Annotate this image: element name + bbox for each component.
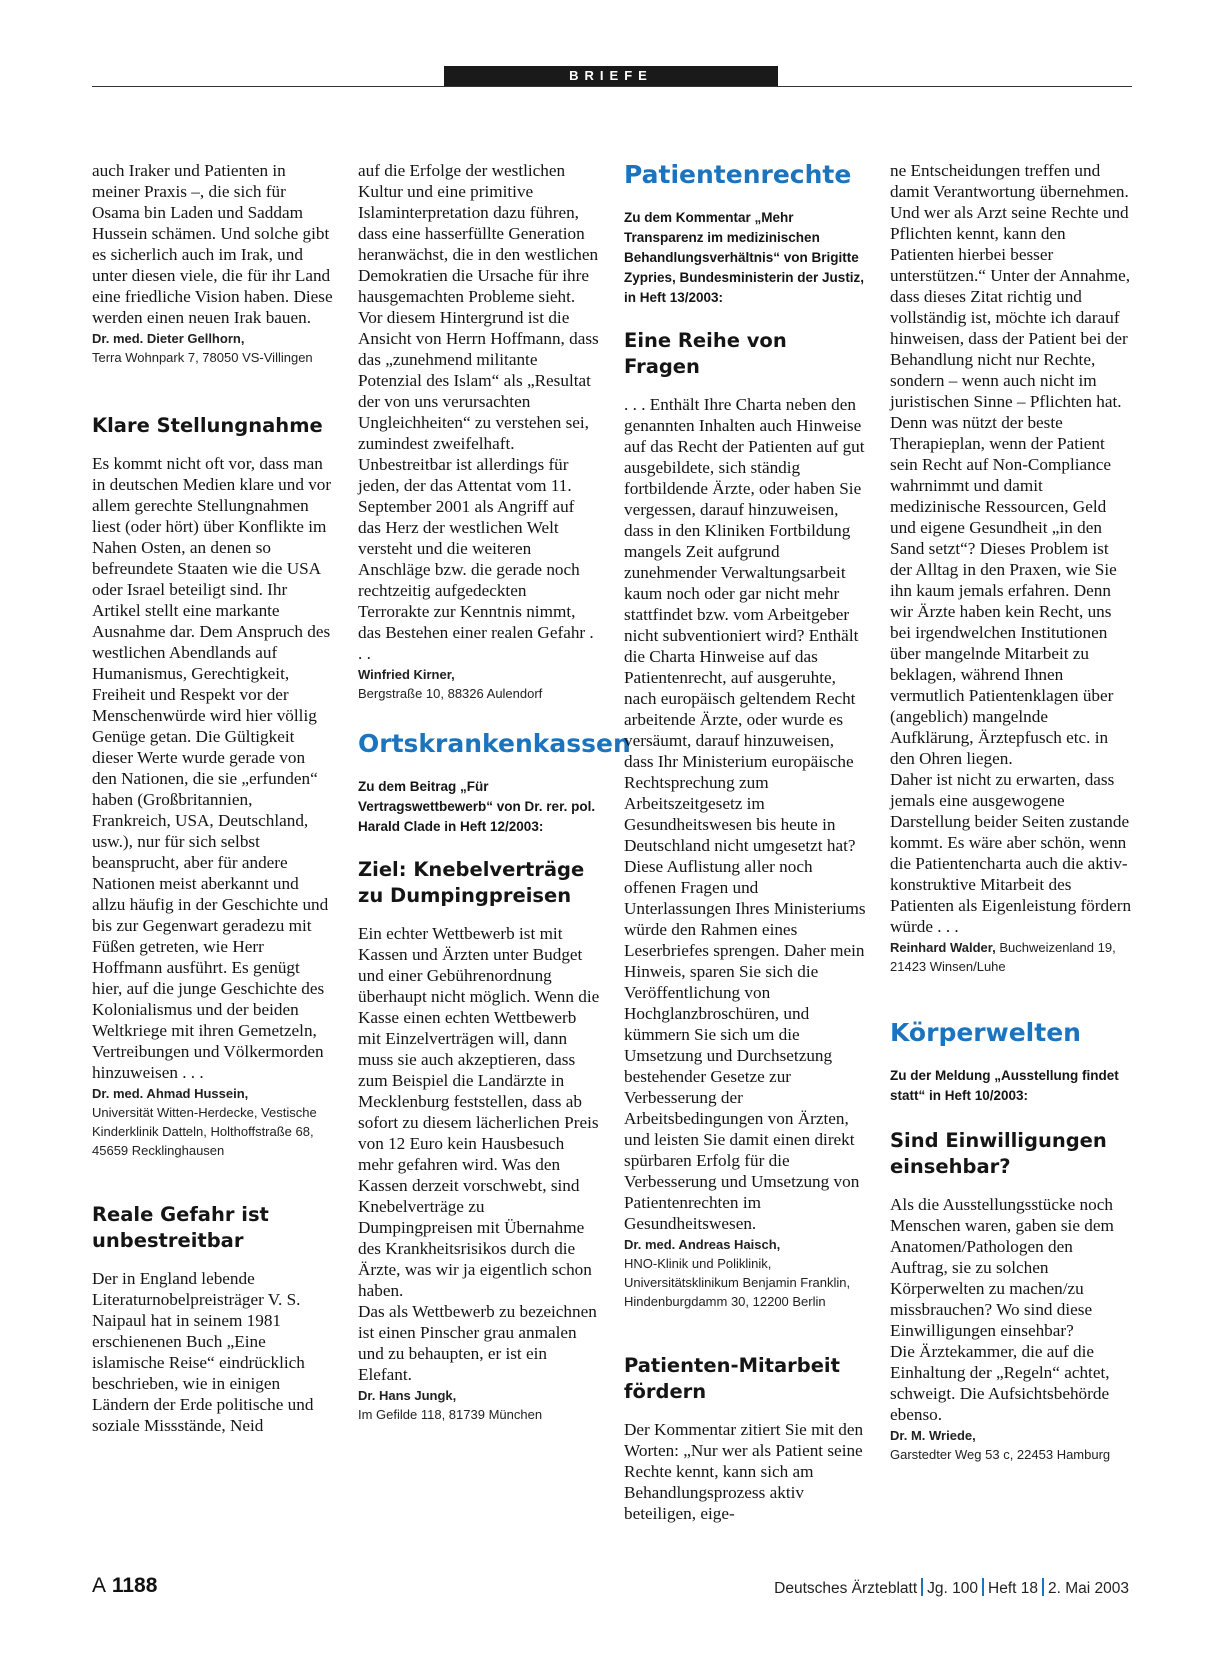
journal-volume: Jg. 100 [927, 1580, 979, 1597]
letter-continuation: Daher ist nicht zu erwarten, dass jemals eine ausgewogene Darstellung beider Seiten zustande kommt. Es wäre aber schön, wenn die Patientencharta auch die aktiv-konstruktive Mitarbeit des Patienten als Eigenleistung fördern würde . . . [890, 770, 1132, 936]
letter-continuation: auf die Erfolge der westlichen Kultur und eine primitive Islaminterpretation dazu führen, dass eine hasserfüllte Generation heranwächst, die in den westlichen Demokratien die Ursache für ihre hausgemachten Probleme sieht. Vor diesem Hintergrund ist die Ansicht von Herrn Hoffmann, dass das „zunehmend militante Potenzial des Islam“ als „Resultat der von uns verursachten Ungleichheiten“ zu verstehen sei, zumindest zweifelhaft. Unbestreitbar ist allerdings für jeden, der das Attentat vom 11. September 2001 als Angriff auf das Herz der westlichen Welt versteht und die weiteren Anschläge bzw. die gerade noch rechtzeitig aufgedeckten Terrorakte zur Kenntnis nimmt, das Bestehen einer realen Gefahr . . . [358, 161, 599, 663]
section-heading: Ortskrankenkassen [358, 729, 631, 758]
journal-date: 2. Mai 2003 [1048, 1580, 1129, 1597]
letter-heading: Sind Einwilligungen einsehbar? [890, 1129, 1107, 1178]
letter-intro: Zu dem Kommentar „Mehr Transparenz im medizinischen Behandlungsverhältnis“ von Brigitte Zypries, Bundesministerin der Justiz, in Heft 13/2003: [624, 210, 865, 305]
letter-heading: Eine Reihe von Fragen [624, 329, 787, 378]
letter-signature [358, 1386, 600, 1424]
letter-heading: Patienten-Mitarbeit fördern [624, 1354, 840, 1403]
letter-body: Der in England lebende Literaturnobelpreisträger V. S. Naipaul hat in seinem 1981 erschienenen Buch „Eine islamische Reise“ eindrücklich beschrieben, wie in einigen Ländern der Erde politische und soziale Missstände, Neid [92, 1269, 314, 1435]
letter-intro: Zu dem Beitrag „Für Vertragswettbewerb“ von Dr. rer. pol. Harald Clade in Heft 12/2003: [358, 779, 596, 834]
journal-name: Deutsches Ärzteblatt [774, 1580, 918, 1597]
letter-signature [624, 1235, 866, 1311]
letter-signature [890, 938, 1132, 976]
page-number [92, 1574, 157, 1598]
author-address: Bergstraße 10, 88326 Aulendorf [358, 686, 543, 701]
author-name: Winfried Kirner, [358, 667, 455, 682]
journal-issue: Heft 18 [988, 1580, 1038, 1597]
author-address: Im Gefilde 118, 81739 München [358, 1407, 543, 1422]
letter-signature [92, 329, 334, 367]
letter-body: . . . Enthält Ihre Charta neben den genannten Inhalten auch Hinweise auf das Recht der Patienten auf gut ausgebildete, sich ständig fortbildende Ärzte, oder haben Sie vergessen, darauf hinzuweisen, dass in den Kliniken Fortbildung mangels Zeit aufgrund zunehmender Verwaltungsarbeit kaum noch oder gar nicht mehr stattfindet bzw. vom Arbeitgeber nicht subventioniert wird? Enthält die Charta Hinweise auf das Patientenrecht, auf ausgeruhte, nach europäisch geltendem Recht arbeitende Ärzte, oder wurde es versäumt, darauf hinzuweisen, dass Ihr Ministerium europäische Rechtsprechung zum Arbeitszeitgesetz im Gesundheitswesen bis heute in Deutschland nicht umgesetzt hat? Diese Auflistung aller noch offenen Fragen und Unterlassungen Ihres Ministeriums würde den Rahmen eines Leserbriefes sprengen. Daher mein Hinweis, sparen Sie sich die Veröffentlichung von Hochglanzbroschüren, und kümmern Sie sich um die Umsetzung und Durchsetzung bestehender Gesetze zur Verbesserung der Arbeitsbedingungen von Ärzten, und leisten Sie damit einen direkt spürbaren Erfolg für die Verbesserung und Umsetzung von Patientenrechten im Gesundheitswesen. [624, 395, 866, 1233]
author-address: HNO-Klinik und Poliklinik, Universitätsklinikum Benjamin Franklin, Hindenburgdamm 30, 12200 Berlin [624, 1256, 851, 1309]
letter-intro: Zu der Meldung „Ausstellung findet statt“ in Heft 10/2003: [890, 1068, 1119, 1103]
section-heading: Körperwelten [890, 1018, 1081, 1047]
author-name: Dr. med. Ahmad Hussein, [92, 1086, 249, 1101]
page-prefix: A [92, 1574, 107, 1597]
letter-continuation: auch Iraker und Patienten in meiner Praxis –, die sich für Osama bin Laden und Saddam Hussein schämen. Und solche gibt es sicherlich auch im Irak, und unter diesen viele, die für ihr Land eine friedliche Vision haben. Diese werden einen neuen Irak bauen. [92, 161, 333, 327]
author-address: Garstedter Weg 53 c, 22453 Hamburg [890, 1447, 1111, 1462]
author-name: Dr. M. Wriede, [890, 1428, 976, 1443]
letter-continuation: ne Entscheidungen treffen und damit Verantwortung übernehmen. Und wer als Arzt seine Rechte und Pflichten kennt, kann den Patienten hierbei besser unterstützen.“ Unter der Annahme, dass dieses Zitat richtig und vollständig ist, möchte ich darauf hinweisen, dass der Patient bei der Behandlung nicht nur Rechte, sondern – wenn auch nicht im juristischen Sinne – Pflichten hat. Denn was nützt der beste Therapieplan, wenn der Patient sein Recht auf Non-Compliance wahrnimmt und damit medizinische Ressourcen, Geld und eigene Gesundheit „in den Sand setzt“? Dieses Problem ist der Alltag in den Praxen, wie Sie ihn kaum jemals erfahren. Denn wir Ärzte haben kein Recht, uns bei irgendwelchen Institutionen über mangelnde Mitarbeit zu beklagen, während Ihnen vermutlich Patientenklagen über (angeblich) mangelnde Aufklärung, Ärztepfusch etc. in den Ohren liegen. [890, 161, 1131, 768]
page-number-value: 1188 [111, 1574, 158, 1597]
letter-signature [890, 1426, 1132, 1464]
column-4 [890, 160, 1132, 1464]
column-1 [92, 160, 334, 1436]
letter-body: Es kommt nicht oft vor, dass man in deutschen Medien klare und vor allem gerechte Stellungnahmen liest (oder hört) über Konflikte im Nahen Osten, an denen so befreundete Staaten wie die USA oder Israel beteiligt sind. Ihr Artikel stellt eine markante Ausnahme dar. Dem Anspruch des westlichen Abendlands auf Humanismus, Gerechtigkeit, Freiheit und Respekt vor der Menschenwürde wird hier völlig Genüge getan. Die Gültigkeit dieser Werte wurde gerade von den Nationen, die sie „erfunden“ haben (Großbritannien, Frankreich, USA, Deutschland, usw.), nur für sich selbst beansprucht, aber für andere Nationen meist aberkannt und allzu häufig in der Geschichte und bis zur Gegenwart geradezu mit Füßen getreten, wie Herr Hoffmann ausführt. Es genügt hier, auf die junge Geschichte des Kolonialismus und der beiden Weltkriege mit ihren Gemetzeln, Vertreibungen und Völkermorden hinzuweisen . . . [92, 454, 332, 1082]
column-2 [358, 160, 631, 1424]
letter-heading: Klare Stellungnahme [92, 414, 323, 437]
footer-separator [1042, 1578, 1044, 1596]
letter-heading: Ziel: Knebelverträge zu Dumpingpreisen [358, 858, 585, 907]
section-heading: Patientenrechte [624, 160, 852, 189]
letter-body: Das als Wettbewerb zu bezeichnen ist einen Pinscher grau anmalen und zu behaupten, er ist ein Elefant. [358, 1302, 597, 1384]
letter-body: Die Ärztekammer, die auf die Einhaltung der „Regeln“ achtet, schweigt. Die Aufsichtsbehörde ebenso. [890, 1342, 1110, 1424]
author-address: Buchweizenland 19, 21423 Winsen/Luhe [890, 940, 1116, 974]
section-band: BRIEFE [444, 66, 778, 86]
footer-separator [921, 1578, 923, 1596]
column-3 [624, 160, 866, 1524]
letter-heading: Reale Gefahr ist unbestreitbar [92, 1203, 269, 1252]
letter-body: Als die Ausstellungsstücke noch Menschen waren, gaben sie dem Anatomen/Pathologen den Auftrag, sie zu solchen Körperwelten zu machen/zu missbrauchen? Wo sind diese Einwilligungen einsehbar? [890, 1195, 1114, 1340]
letter-body: Ein echter Wettbewerb ist mit Kassen und Ärzten unter Budget und einer Gebührenordnung überhaupt nicht möglich. Wenn die Kasse einen echten Wettbewerb mit Einzelverträgen will, dann muss sie auch akzeptieren, dass zum Beispiel die Landärzte in Mecklenburg feststellen, dass ab sofort zu diesem lächerlichen Preis von 12 Euro kein Hausbesuch mehr gefahren wird. Was den Kassen derzeit vorschwebt, sind Knebelverträge zu Dumpingpreisen mit Übernahme des Krankheitsrisikos durch die Ärzte, was wir ja eigentlich schon haben. [358, 924, 600, 1300]
letter-signature [358, 665, 600, 703]
author-name: Dr. med. Andreas Haisch, [624, 1237, 781, 1252]
author-name: Dr. med. Dieter Gellhorn, [92, 331, 245, 346]
author-address: Universität Witten-Herdecke, Vestische Kinderklinik Datteln, Holthoffstraße 68, 45659 Recklinghausen [92, 1105, 317, 1158]
author-address: Terra Wohnpark 7, 78050 VS-Villingen [92, 350, 313, 365]
author-name: Dr. Hans Jungk, [358, 1388, 457, 1403]
footer-separator [982, 1578, 984, 1596]
letter-signature [92, 1084, 334, 1160]
author-name: Reinhard Walder, [890, 940, 996, 955]
header-rule [92, 86, 1132, 87]
publication-info [774, 1578, 1129, 1598]
letter-body: Der Kommentar zitiert Sie mit den Worten: „Nur wer als Patient seine Rechte kennt, kann sich am Behandlungsprozess aktiv beteiligen, eige- [624, 1420, 864, 1523]
